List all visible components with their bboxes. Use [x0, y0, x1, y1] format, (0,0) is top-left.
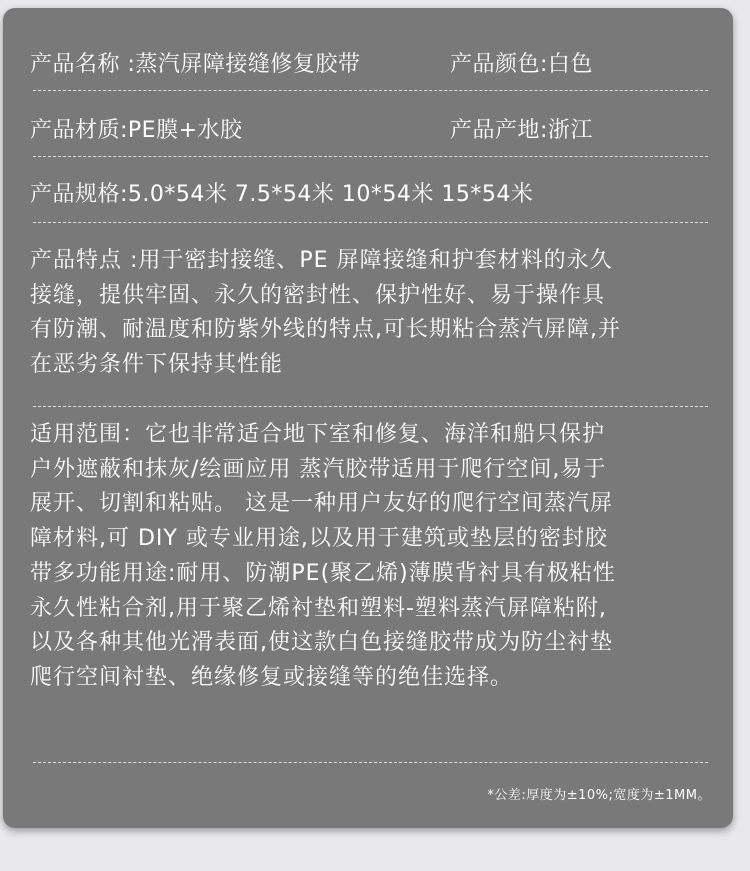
product-name: 产品名称 :蒸汽屏障接缝修复胶带	[30, 52, 361, 77]
usage-line: 爬行空间衬垫、绝缘修复或接缝等的绝佳选择。	[30, 664, 514, 690]
divider	[33, 406, 708, 407]
usage-line: 户外遮蔽和抹灰/绘画应用 蒸汽胶带适用于爬行空间,易于	[30, 456, 607, 482]
spec-row-material-origin	[30, 116, 710, 146]
product-color: 产品颜色:白色	[450, 52, 593, 77]
divider	[33, 156, 708, 157]
usage-line: 障材料,可 DIY 或专业用途,以及用于建筑或垫层的密封胶	[30, 526, 608, 552]
features-line: 有防潮、耐温度和防紫外线的特点,可长期粘合蒸汽屏障,并	[30, 317, 621, 343]
product-spec-card	[3, 8, 733, 828]
features-line: 在恶劣条件下保持其性能	[30, 352, 284, 378]
product-material: 产品材质:PE膜+水胶	[30, 118, 243, 143]
divider	[33, 762, 708, 763]
features-line: 接缝，提供牢固、永久的密封性、保护性好、易于操作具	[30, 282, 606, 308]
product-origin: 产品产地:浙江	[450, 118, 593, 143]
divider	[33, 222, 708, 223]
divider	[33, 90, 708, 91]
usage-line: 带多功能用途:耐用、防潮PE(聚乙烯)薄膜背衬具有极粘性	[30, 560, 616, 586]
usage-line: 永久性粘合剂,用于聚乙烯衬垫和塑料-塑料蒸汽屏障粘附,	[30, 595, 607, 621]
product-features	[30, 244, 720, 383]
spec-row-name-color	[30, 50, 710, 80]
features-line: 产品特点 :用于密封接缝、PE 屏障接缝和护套材料的永久	[30, 248, 613, 273]
usage-scope	[30, 418, 720, 696]
usage-line: 展开、切割和粘贴。 这是一种用户友好的爬行空间蒸汽屏	[30, 491, 613, 517]
spec-row-sizes	[30, 180, 710, 210]
tolerance-footnote: *公差:厚度为±10%;宽度为±1MM。	[487, 788, 711, 803]
usage-line: 以及各种其他光滑表面,使这款白色接缝胶带成为防尘衬垫	[30, 630, 613, 656]
usage-line: 适用范围：它也非常适合地下室和修复、海洋和船只保护	[30, 422, 606, 447]
product-sizes: 产品规格:5.0*54米 7.5*54米 10*54米 15*54米	[30, 182, 534, 207]
